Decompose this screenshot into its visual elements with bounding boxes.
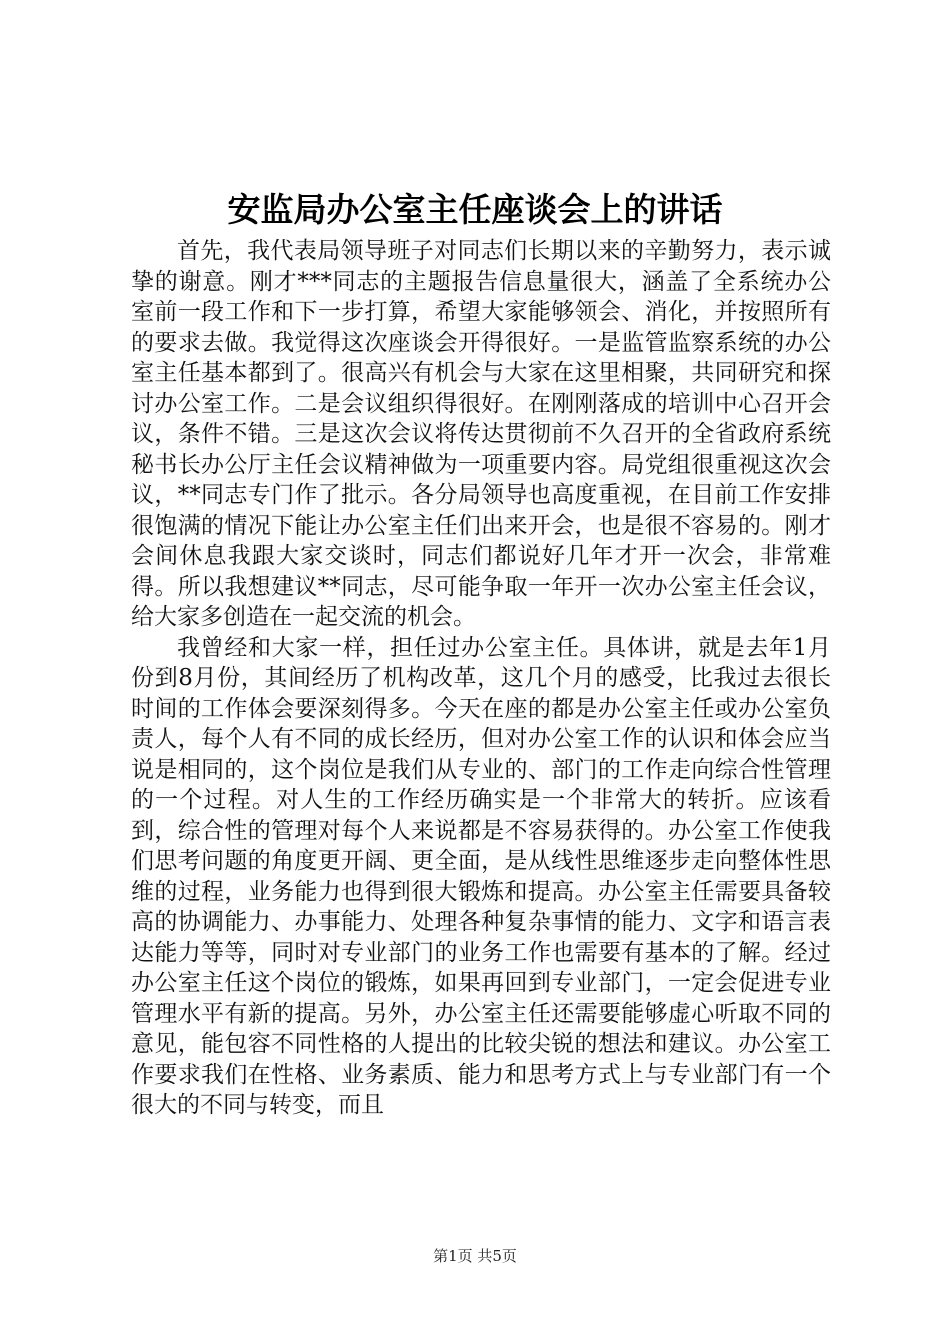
page-footer: 第1页 共5页 (433, 1247, 517, 1265)
document-title: 安监局办公室主任座谈会上的讲话 (227, 190, 723, 229)
document-body (131, 236, 831, 1121)
paragraph-1: 首先，我代表局领导班子对同志们长期以来的辛勤努力，表示诚挚的谢意。刚才***同志的主题报告信息量很大，涵盖了全系统办公室前一段工作和下一步打算，希望大家能够领会、消化，并按照所有的要求去做。我觉得这次座谈会开得很好。一是监管监察系统的办公室主任基本都到了。很高兴有机会与大家在这里相聚，共同研究和探讨办公室工作。二是会议组织得很好。在刚刚落成的培训中心召开会议，条件不错。三是这次会议将传达贯彻前不久召开的全省政府系统秘书长办公厅主任会议精神做为一项重要内容。局党组很重视这次会议，**同志专门作了批示。各分局领导也高度重视，在目前工作安排很饱满的情况下能让办公室主任们出来开会，也是很不容易的。刚才会间休息我跟大家交谈时，同志们都说好几年才开一次会，非常难得。所以我想建议**同志，尽可能争取一年开一次办公室主任会议，给大家多创造在一起交流的机会。 (131, 238, 831, 630)
paragraph-2: 我曾经和大家一样，担任过办公室主任。具体讲，就是去年1月份到8月份，其间经历了机构改革，这几个月的感受，比我过去很长时间的工作体会要深刻得多。今天在座的都是办公室主任或办公室负责人，每个人有不同的成长经历，但对办公室工作的认识和体会应当说是相同的，这个岗位是我们从专业的、部门的工作走向综合性管理的一个过程。对人生的工作经历确实是一个非常大的转折。应该看到，综合性的管理对每个人来说都是不容易获得的。办公室工作使我们思考问题的角度更开阔、更全面，是从线性思维逐步走向整体性思维的过程，业务能力也得到很大锻炼和提高。办公室主任需要具备较高的协调能力、办事能力、处理各种复杂事情的能力、文字和语言表达能力等等，同时对专业部门的业务工作也需要有基本的了解。经过办公室主任这个岗位的锻炼，如果再回到专业部门，一定会促进专业管理水平有新的提高。另外，办公室主任还需要能够虚心听取不同的意见，能包容不同性格的人提出的比较尖锐的想法和建议。办公室工作要求我们在性格、业务素质、能力和思考方式上与专业部门有一个很大的不同与转变，而且 (131, 634, 831, 1118)
